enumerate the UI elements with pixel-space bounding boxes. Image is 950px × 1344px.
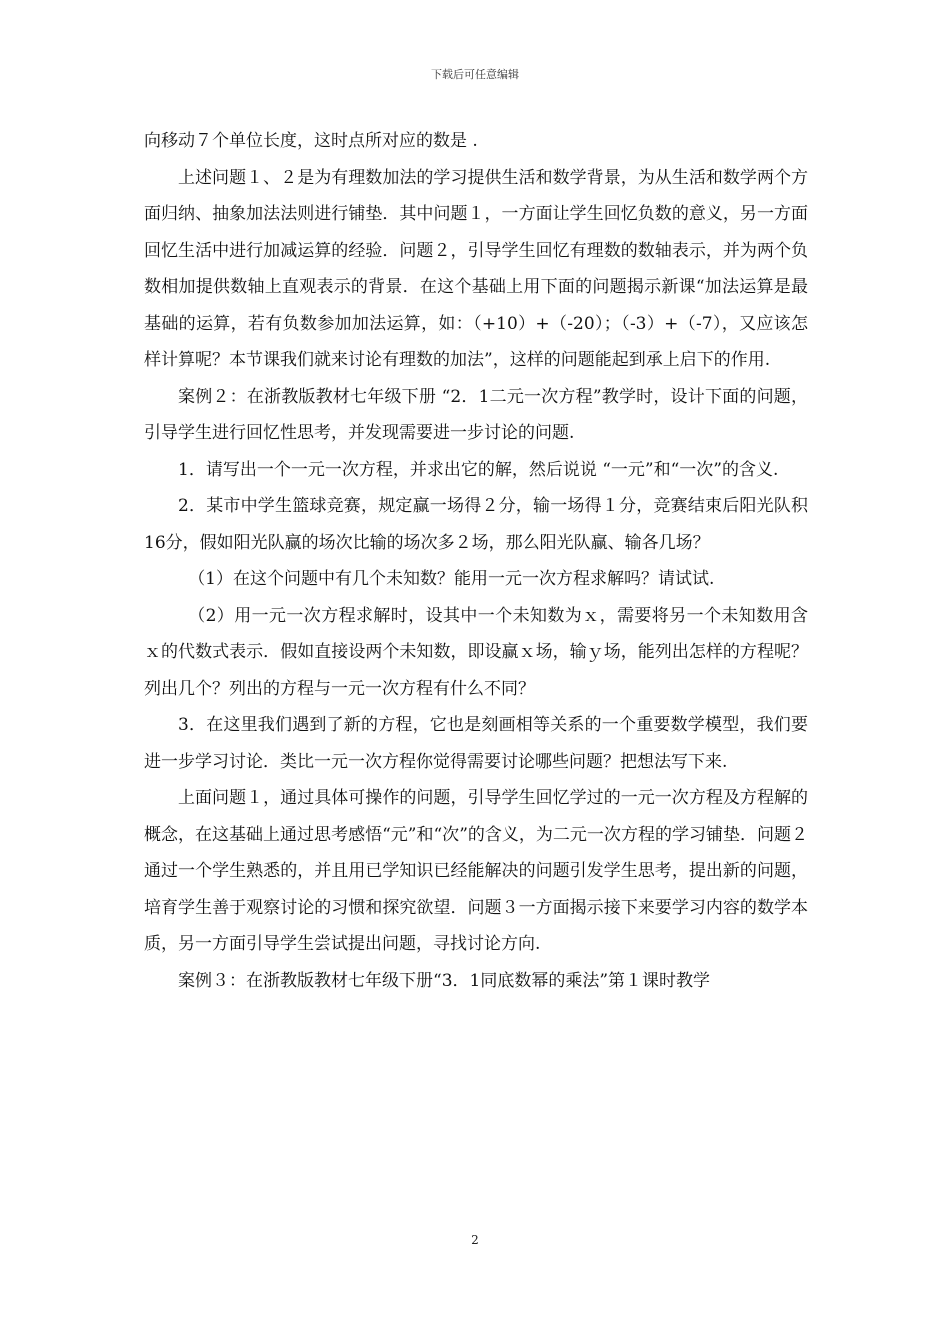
paragraph-case-2: 案例２：在浙教版教材七年级下册 “2．1二元一次方程”教学时，设计下面的问题，引导学生进行回忆性思考，并发现需要进一步讨论的问题. — [144, 386, 808, 443]
paragraph-continuation: 向移动７个单位长度，这时点所对应的数是 . — [144, 131, 478, 151]
paragraph-analysis-1: 上述问题１、２是为有理数加法的学习提供生活和数学背景，为从生活和数学两个方面归纳、抽象加法法则进行铺垫．其中问题１，一方面让学生回忆负数的意义，另一方面回忆生活中进行加减运算的经验．问题２，引导学生回忆有理数的数轴表示，并为两个负数相加提供数轴上直观表示的背景．在这个基础上用下面的问题揭示新课“加法运算是最基础的运算，若有负数参加加法运算，如：（+10）+（-20）；（-3）+（-7），又应该怎样计算呢？本节课我们就来讨论有理数的加法”，这样的问题能起到承上启下的作用. — [144, 167, 808, 370]
paragraph-sub-question-2: （2）用一元一次方程求解时，设其中一个未知数为ｘ，需要将另一个未知数用含ｘ的代数式表示．假如直接设两个未知数，即设赢ｘ场，输ｙ场，能列出怎样的方程呢？列出几个？列出的方程与一元一次方程有什么不同？ — [144, 605, 808, 699]
paragraph-analysis-2: 上面问题１，通过具体可操作的问题，引导学生回忆学过的一元一次方程及方程解的概念，在这基础上通过思考感悟“元”和“次”的含义，为二元一次方程的学习铺垫．问题２通过一个学生熟悉的，并且用已学知识已经能解决的问题引发学生思考，提出新的问题，培育学生善于观察讨论的习惯和探究欲望．问题３一方面揭示接下来要学习内容的数学本质，另一方面引导学生尝试提出问题，寻找讨论方向. — [144, 788, 808, 954]
page-number: 2 — [471, 1233, 479, 1247]
paragraph-case-3: 案例３：在浙教版教材七年级下册“3．1同底数幂的乘法”第１课时教学 — [178, 970, 711, 991]
paragraph-sub-question-1: （1）在这个问题中有几个未知数？能用一元一次方程求解吗？请试试. — [188, 569, 715, 589]
page-header: 下载后可任意编辑 — [431, 68, 519, 81]
document-body — [144, 123, 808, 999]
paragraph-question-3: 3．在这里我们遇到了新的方程，它也是刻画相等关系的一个重要数学模型，我们要进一步学习讨论．类比一元一次方程你觉得需要讨论哪些问题？把想法写下来. — [144, 715, 808, 772]
paragraph-question-2: 2．某市中学生篮球竞赛，规定赢一场得２分，输一场得１分，竞赛结束后阳光队积16分，假如阳光队赢的场次比输的场次多２场，那么阳光队赢、输各几场？ — [144, 496, 808, 553]
paragraph-question-1: 1．请写出一个一元一次方程，并求出它的解，然后说说 “一元”和“一次”的含义. — [178, 459, 779, 480]
